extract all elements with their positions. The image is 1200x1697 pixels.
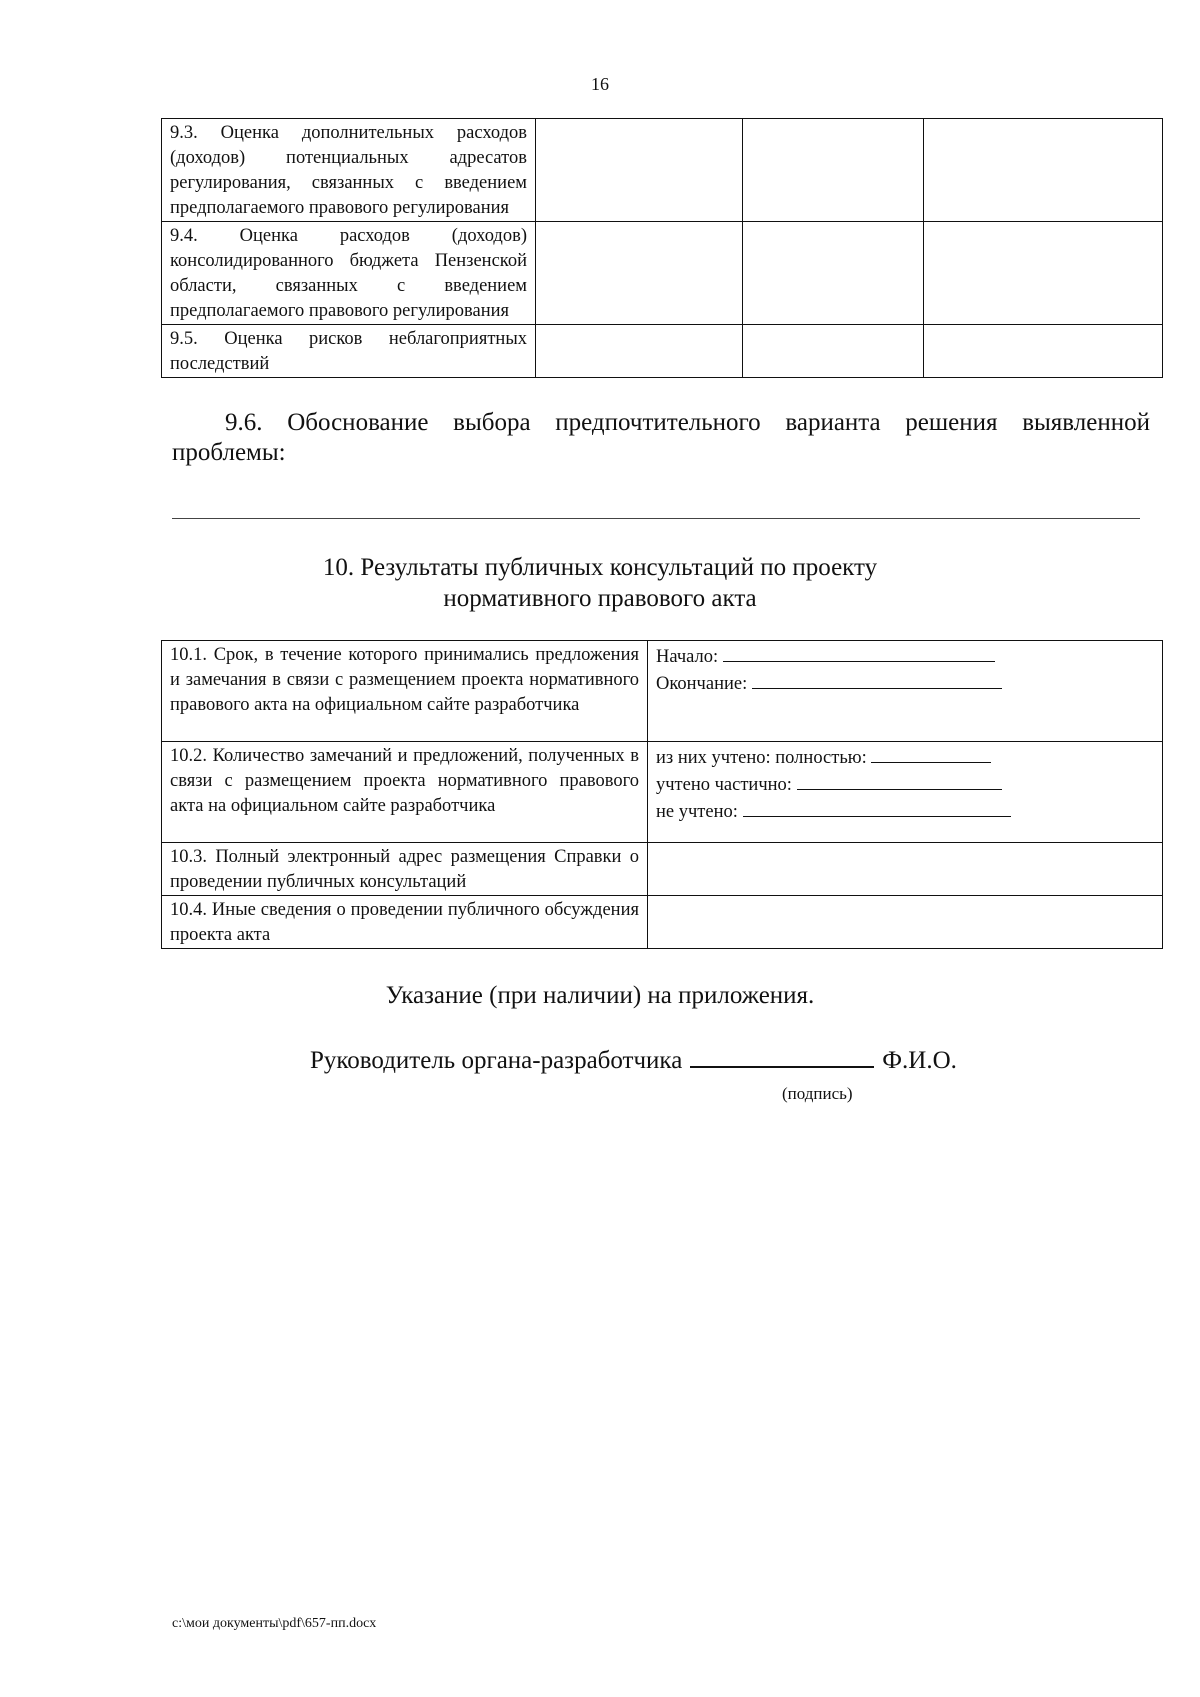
- signature-line: [310, 1046, 957, 1075]
- table-10-fields: [648, 641, 1163, 742]
- table-cell-empty: [648, 843, 1163, 896]
- section-10-heading-line1: 10. Результаты публичных консультаций по проекту: [322, 554, 878, 581]
- table-9-row-label: 9.3. Оценка дополнительных расходов (доходов) потенциальных адресатов регулирования, связанных с введением предполагаемого правового регулирования: [162, 119, 536, 222]
- table-cell-empty: [536, 119, 743, 222]
- footer-file-path: c:\мои документы\pdf\657-пп.docx: [172, 1616, 377, 1631]
- paragraph-9-6: 9.6. Обоснование выбора предпочтительного варианта решения выявленной проблемы:: [172, 409, 1150, 466]
- blank-fully-accounted: [871, 744, 991, 763]
- table-row: [162, 222, 1163, 325]
- table-10-row-label: 10.3. Полный электронный адрес размещения Справки о проведении публичных консультаций: [162, 843, 648, 896]
- blank-answer-line: [172, 518, 1140, 519]
- table-row: [162, 119, 1163, 222]
- table-cell-empty: [924, 325, 1163, 378]
- section-10-heading-line2: нормативного правового акта: [443, 585, 757, 612]
- section-10-heading: [0, 552, 1200, 614]
- table-10-row-label: 10.2. Количество замечаний и предложений, полученных в связи с размещением проекта нормативного правового акта на официальном сайте разработчика: [162, 742, 648, 843]
- table-cell-empty: [648, 896, 1163, 949]
- table-9-assessments: [161, 118, 1163, 378]
- table-row: [162, 896, 1163, 949]
- attachments-note: Указание (при наличии) на приложения.: [385, 982, 815, 1009]
- field-end-label: Окончание:: [656, 674, 748, 694]
- signature-caption: (подпись): [782, 1084, 853, 1103]
- table-9-row-label: 9.4. Оценка расходов (доходов) консолидированного бюджета Пензенской области, связанных с введением предполагаемого правового регулирования: [162, 222, 536, 325]
- table-cell-empty: [743, 325, 924, 378]
- table-row: [162, 641, 1163, 742]
- field-start-label: Начало:: [656, 647, 719, 667]
- field-partially-accounted: [656, 771, 1154, 798]
- blank-not-accounted: [743, 798, 1011, 817]
- field-fully-accounted: [656, 744, 1154, 771]
- table-10-consultations: [161, 640, 1163, 949]
- page-number: 16: [591, 74, 609, 94]
- table-10-row-label: 10.4. Иные сведения о проведении публичного обсуждения проекта акта: [162, 896, 648, 949]
- table-10-row-label: 10.1. Срок, в течение которого принимались предложения и замечания в связи с размещением проекта нормативного правового акта на официальном сайте разработчика: [162, 641, 648, 742]
- blank-partially-accounted: [797, 771, 1002, 790]
- blank-end-date: [752, 670, 1002, 689]
- table-10-fields: [648, 742, 1163, 843]
- field-not-accounted: [656, 798, 1154, 825]
- table-cell-empty: [743, 119, 924, 222]
- field-start: [656, 643, 1154, 670]
- signature-blank: [690, 1046, 874, 1068]
- table-row: [162, 742, 1163, 843]
- table-row: [162, 325, 1163, 378]
- table-cell-empty: [924, 222, 1163, 325]
- signature-name: Ф.И.О.: [882, 1047, 957, 1074]
- field-not-accounted-label: не учтено:: [656, 802, 738, 822]
- table-cell-empty: [924, 119, 1163, 222]
- field-fully-accounted-label: из них учтено: полностью:: [656, 748, 867, 768]
- blank-start-date: [723, 643, 995, 662]
- field-partially-accounted-label: учтено частично:: [656, 775, 792, 795]
- table-cell-empty: [536, 222, 743, 325]
- table-row: [162, 843, 1163, 896]
- table-9-row-label: 9.5. Оценка рисков неблагоприятных последствий: [162, 325, 536, 378]
- table-cell-empty: [536, 325, 743, 378]
- field-end: [656, 670, 1154, 697]
- table-cell-empty: [743, 222, 924, 325]
- signature-role: Руководитель органа-разработчика: [310, 1047, 683, 1074]
